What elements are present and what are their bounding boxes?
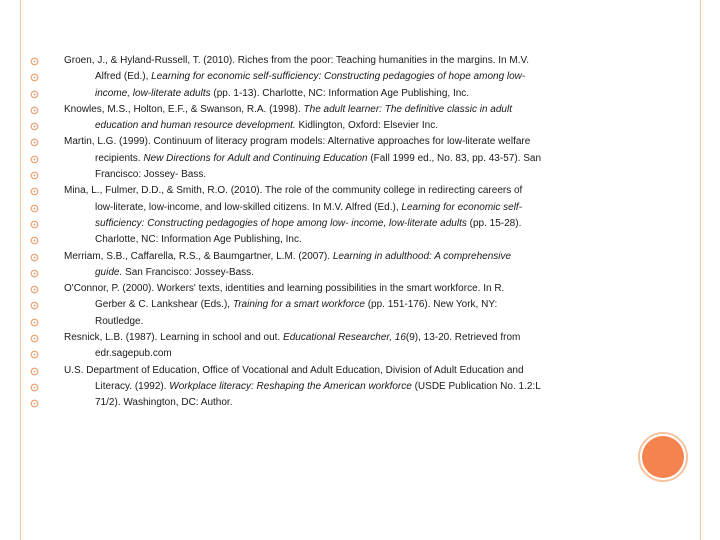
reference-text [95, 297, 497, 313]
reference-segment: Routledge. [95, 315, 144, 327]
decorative-orange-circle [642, 436, 684, 478]
reference-segment: Alfred (Ed.), [95, 71, 152, 83]
reference-italic-segment: Educational Researcher, 16 [283, 332, 406, 344]
reference-text [95, 232, 302, 248]
reference-segment: (pp. 151-176). New York, NY: [364, 299, 498, 311]
reference-italic-segment: Workplace literacy: Reshaping the American workforce [169, 380, 412, 392]
reference-italic-segment: education and human resource development. [95, 120, 296, 132]
reference-segment: Francisco: Jossey- Bass. [95, 169, 207, 181]
reference-segment: Merriam, S.B., Caffarella, R.S., & Baumgartner, L.M. (2007). [64, 250, 333, 262]
reference-text [95, 151, 541, 167]
reference-text [64, 53, 529, 69]
reference-text [95, 346, 172, 362]
reference-text [95, 379, 541, 395]
reference-segment: Groen, J., & Hyland-Russell, T. (2010). Riches from the poor: Teaching humanities in the margins. In M.V. [64, 55, 530, 66]
circle-outline-bullet-icon [30, 265, 39, 281]
circle-outline-bullet-icon [30, 249, 39, 265]
reference-segment: 71/2). Washington, DC: Author. [95, 397, 233, 409]
circle-outline-bullet-icon [30, 200, 39, 216]
reference-text [95, 118, 438, 134]
circle-outline-bullet-icon [30, 330, 39, 346]
reference-segment: San Francisco: Jossey-Bass. [122, 266, 254, 278]
reference-text [64, 281, 504, 297]
reference-text [95, 86, 469, 102]
circle-outline-bullet-icon [30, 363, 39, 379]
reference-text [64, 330, 520, 346]
reference-italic-segment: Learning in adulthood: A comprehensive [332, 250, 512, 262]
reference-text [95, 395, 232, 411]
circle-outline-bullet-icon [30, 314, 39, 330]
circle-outline-bullet-icon [30, 86, 39, 102]
reference-text [95, 314, 143, 330]
reference-segment: (Fall 1999 ed., No. 83, pp. 43-57). San [367, 152, 541, 164]
reference-italic-segment: Learning for economic self-sufficiency: Constructing pedagogies of hope among low- [151, 71, 526, 83]
reference-segment: Kidlington, Oxford: Elsevier Inc. [295, 120, 438, 132]
reference-segment: Martin, L.G. (1999). Continuum of literacy program models: Alternative approaches for low-literate welfare [64, 136, 531, 148]
reference-segment: (pp. 15-28). [466, 217, 522, 229]
reference-text [95, 167, 206, 183]
reference-segment: edr.sagepub.com [95, 348, 172, 360]
circle-outline-bullet-icon [30, 346, 39, 362]
circle-outline-bullet-icon [30, 118, 39, 134]
reference-text [64, 363, 524, 379]
circle-outline-bullet-icon [30, 167, 39, 183]
reference-segment: (pp. 1-13). Charlotte, NC: Information Age Publishing, Inc. [210, 87, 470, 99]
reference-segment: O'Connor, P. (2000). Workers' texts, identities and learning possibilities in the smart workforce. In R. [64, 283, 505, 295]
reference-text [95, 216, 521, 232]
reference-segment: Resnick, L.B. (1987). Learning in school and out. [64, 332, 284, 344]
reference-text [64, 249, 511, 265]
reference-segment: (9), 13-20. Retrieved from [405, 332, 521, 344]
reference-italic-segment: income, low-literate adults [95, 87, 211, 99]
reference-text [64, 134, 530, 150]
reference-italic-segment: The adult learner: The definitive classic in adult [303, 103, 512, 115]
circle-outline-bullet-icon [30, 53, 39, 69]
reference-text [64, 102, 512, 118]
circle-outline-bullet-icon [30, 379, 39, 395]
reference-segment: (USDE Publication No. 1.2:L [411, 380, 541, 392]
reference-segment: recipients. [95, 152, 144, 164]
circle-outline-bullet-icon [30, 183, 39, 199]
circle-outline-bullet-icon [30, 232, 39, 248]
reference-italic-segment: guide. [95, 266, 123, 278]
circle-outline-bullet-icon [30, 281, 39, 297]
reference-italic-segment: Training for a smart workforce [232, 299, 365, 311]
reference-segment: Gerber & C. Lankshear (Eds.), [95, 299, 233, 311]
circle-outline-bullet-icon [30, 151, 39, 167]
circle-outline-bullet-icon [30, 69, 39, 85]
reference-segment: U.S. Department of Education, Office of Vocational and Adult Education, Division of Adult Education and [64, 364, 524, 376]
reference-segment: Charlotte, NC: Information Age Publishing, Inc. [95, 234, 302, 246]
circle-outline-bullet-icon [30, 297, 39, 313]
circle-outline-bullet-icon [30, 395, 39, 411]
circle-outline-bullet-icon [30, 216, 39, 232]
circle-outline-bullet-icon [30, 102, 39, 118]
circle-outline-bullet-icon [30, 134, 39, 150]
reference-segment: low-literate, low-income, and low-skilled citizens. In M.V. Alfred (Ed.), [95, 201, 402, 213]
reference-italic-segment: sufficiency: Constructing pedagogies of hope among low- income, low-literate adults [95, 217, 467, 229]
reference-segment: Mina, L., Fulmer, D.D., & Smith, R.O. (2010). The role of the community college in redirecting careers of [64, 185, 523, 197]
reference-italic-segment: New Directions for Adult and Continuing Education [143, 152, 368, 164]
reference-text [95, 69, 525, 85]
reference-text [64, 183, 522, 199]
reference-text [95, 265, 254, 281]
reference-segment: Literacy. (1992). [95, 380, 170, 392]
reference-italic-segment: Learning for economic self- [401, 201, 523, 213]
reference-segment: Knowles, M.S., Holton, E.F., & Swanson, R.A. (1998). [64, 103, 304, 115]
reference-text [95, 200, 522, 216]
